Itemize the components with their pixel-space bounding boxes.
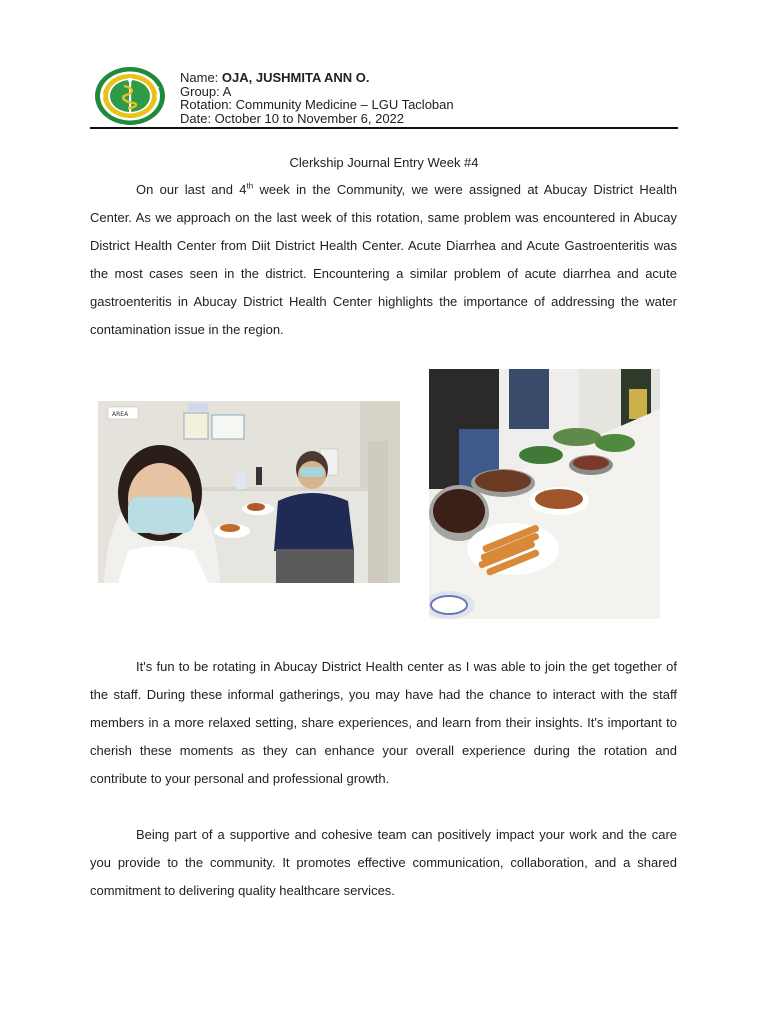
name-line <box>180 71 454 85</box>
ordinal-suffix: th <box>246 181 254 191</box>
staff-gathering-food-photo <box>429 369 660 619</box>
journal-title: Clerkship Journal Entry Week #4 <box>289 155 479 170</box>
student-name: OJA, JUSHMITA ANN O. <box>221 70 370 85</box>
school-seal-logo <box>94 66 166 126</box>
name-label: Name: <box>180 70 219 85</box>
paragraph-3: Being part of a supportive and cohesive team can positively impact your work and the care you provide to the community. It promotes effective communication, collaboration, and a shared commitment to delivering quality healthcare services. <box>90 827 677 898</box>
paragraph-1-rest: week in the Community, we were assigned at Abucay District Health Center. As we approach on the last week of this rotation, same problem was encountered in Abucay District Health Center from Diit District Health Center. Acute Diarrhea and Acute Gastroenteritis was the most cases seen in the district. Encountering a similar problem of acute diarrhea and acute gastroenteritis in Abucay District Health Center highlights the importance of addressing the water contamination issue in the region. <box>90 182 677 337</box>
paragraph-2: It's fun to be rotating in Abucay District Health center as I was able to join the get together of the staff. During these informal gatherings, you may have had the chance to interact with the staff members in a more relaxed setting, share experiences, and learn from their insights. It's important to cherish these moments as they can enhance your overall experience during the rotation and contribute to your personal and professional growth. <box>90 659 677 786</box>
date-line: Date: October 10 to November 6, 2022 <box>180 110 405 126</box>
rotation-line: Rotation: Community Medicine – LGU Tacloban <box>180 97 454 113</box>
paragraph-1-start: On our last and 4 <box>136 182 247 197</box>
group-line: Group: A <box>180 83 232 99</box>
wall-sign-text: AREA <box>112 411 129 418</box>
paragraph-1 <box>90 176 677 344</box>
header <box>90 64 678 128</box>
header-divider <box>90 127 678 129</box>
clinic-selfie-photo <box>98 401 400 583</box>
student-info <box>180 71 454 125</box>
